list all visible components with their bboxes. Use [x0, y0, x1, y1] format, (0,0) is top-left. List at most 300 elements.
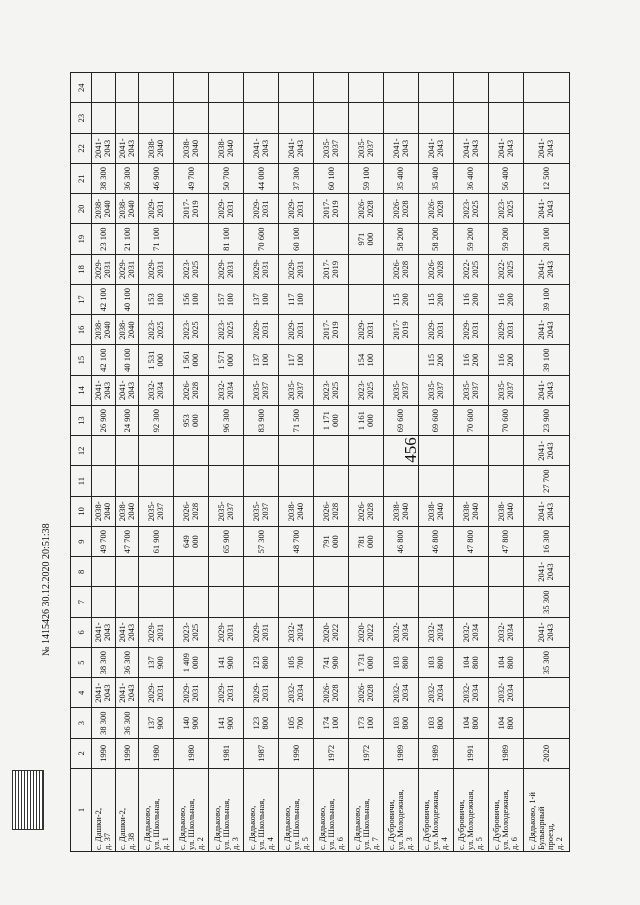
- column-header: 17: [71, 285, 92, 315]
- table-cell: 2026- 2028: [314, 496, 349, 526]
- table-cell: 47 800: [453, 527, 488, 557]
- table-cell: 2026- 2028: [418, 254, 453, 284]
- table-cell: [139, 587, 174, 617]
- table-cell: 1989: [383, 738, 418, 768]
- table-cell: 61 900: [139, 527, 174, 557]
- table-cell: 2029- 2031: [174, 678, 209, 708]
- table-cell: [453, 436, 488, 466]
- table-cell: 2035- 2037: [314, 133, 349, 163]
- table-cell: 2032- 2034: [139, 375, 174, 405]
- table-cell: 953 000: [174, 406, 209, 436]
- table-cell: 37 300: [279, 164, 314, 194]
- table-cell: 115 200: [418, 285, 453, 315]
- column-header: 24: [71, 73, 92, 104]
- table-cell: 59 200: [488, 224, 523, 254]
- table-cell: [383, 436, 418, 466]
- table-cell: 2022- 2025: [488, 254, 523, 284]
- table-cell: 1 571 000: [209, 345, 244, 375]
- column-header: 13: [71, 406, 92, 436]
- column-header: 6: [71, 617, 92, 647]
- table-cell: 2029- 2031: [279, 194, 314, 224]
- table-cell: 154 100: [349, 345, 384, 375]
- table-cell: 58 200: [418, 224, 453, 254]
- table-cell: [314, 587, 349, 617]
- table-cell: 40 100: [115, 345, 139, 375]
- table-cell: 103 800: [418, 648, 453, 678]
- table-cell: 2041- 2043: [523, 436, 569, 466]
- table-cell: 38 300: [92, 708, 116, 738]
- table-cell: 12 500: [523, 164, 569, 194]
- table-cell: [523, 73, 569, 104]
- table-cell: [174, 587, 209, 617]
- table-cell: 71 500: [279, 406, 314, 436]
- table-cell: [314, 285, 349, 315]
- table-cell: 781 000: [349, 527, 384, 557]
- table-cell: 44 000: [244, 164, 279, 194]
- table-cell: 48 700: [279, 527, 314, 557]
- table-cell: 2041- 2043: [115, 617, 139, 647]
- table-cell: 2029- 2031: [209, 617, 244, 647]
- table-cell: 2041- 2043: [523, 617, 569, 647]
- table-cell: 24 900: [115, 406, 139, 436]
- table-cell: 70 600: [488, 406, 523, 436]
- table-cell: [115, 73, 139, 104]
- table-cell: [139, 436, 174, 466]
- table-cell: 137 900: [139, 708, 174, 738]
- table-cell: [488, 557, 523, 587]
- column-header: 23: [71, 103, 92, 133]
- table-cell: 2029- 2031: [139, 254, 174, 284]
- table-cell: 2032- 2034: [209, 375, 244, 405]
- table-cell: 2029- 2031: [92, 254, 116, 284]
- table-cell: [174, 557, 209, 587]
- table-cell: 2023- 2025: [349, 375, 384, 405]
- table-cell: 2020- 2022: [314, 617, 349, 647]
- table-cell: 38 300: [92, 164, 116, 194]
- table-cell: 116 200: [488, 285, 523, 315]
- table-cell: [488, 466, 523, 496]
- table-cell: 116 200: [488, 345, 523, 375]
- table-cell: 2041- 2043: [92, 375, 116, 405]
- table-header-row: [71, 73, 92, 852]
- table-cell: 2032- 2034: [488, 678, 523, 708]
- table-cell: [115, 466, 139, 496]
- table-cell: [418, 73, 453, 104]
- table-cell: 35 400: [418, 164, 453, 194]
- table-cell: 2026- 2028: [383, 254, 418, 284]
- table-cell: 49 700: [174, 164, 209, 194]
- table-cell: 791 000: [314, 527, 349, 557]
- column-header: 16: [71, 315, 92, 345]
- table-cell: 2032- 2034: [418, 678, 453, 708]
- table-cell: 35 300: [523, 587, 569, 617]
- table-cell: 2038- 2040: [488, 496, 523, 526]
- table-cell: [115, 103, 139, 133]
- table-cell: 2032- 2034: [418, 617, 453, 647]
- table-cell: 2035- 2037: [349, 133, 384, 163]
- table-cell: [244, 436, 279, 466]
- table-cell: 83 900: [244, 406, 279, 436]
- table-cell: 96 300: [209, 406, 244, 436]
- table-cell: [383, 587, 418, 617]
- table-cell: [209, 73, 244, 104]
- table-cell: 56 400: [488, 164, 523, 194]
- table-cell: 104 800: [488, 648, 523, 678]
- table-row: [523, 73, 569, 852]
- table-cell: [279, 557, 314, 587]
- column-header: 2: [71, 738, 92, 768]
- table-cell: 2038- 2040: [279, 496, 314, 526]
- table-cell: [314, 224, 349, 254]
- table-cell: 2029- 2031: [453, 315, 488, 345]
- table-row: [349, 73, 384, 852]
- table-cell: [349, 103, 384, 133]
- table-cell: 2026- 2028: [314, 678, 349, 708]
- table-cell: 27 700: [523, 466, 569, 496]
- table-cell: 23 900: [523, 406, 569, 436]
- column-header: 12: [71, 436, 92, 466]
- table-cell: [488, 436, 523, 466]
- table-cell: 39 100: [523, 345, 569, 375]
- table-cell: 173 100: [349, 708, 384, 738]
- table-cell: 2035- 2037: [418, 375, 453, 405]
- table-cell: 2017- 2019: [314, 254, 349, 284]
- table-cell: [209, 466, 244, 496]
- table-cell: 2023- 2025: [453, 194, 488, 224]
- table-cell: 2041- 2043: [523, 194, 569, 224]
- table-cell: 1972: [314, 738, 349, 768]
- table-row: [115, 73, 139, 852]
- table-cell: 2023- 2025: [488, 194, 523, 224]
- table-cell: 140 900: [174, 708, 209, 738]
- table-cell: [279, 103, 314, 133]
- table-cell: [349, 557, 384, 587]
- table-cell: 69 600: [418, 406, 453, 436]
- table-cell: 70 600: [453, 406, 488, 436]
- column-header: 14: [71, 375, 92, 405]
- rotated-table-container: [70, 72, 570, 852]
- table-row: [488, 73, 523, 852]
- table-cell: 1972: [349, 738, 384, 768]
- table-cell: [418, 103, 453, 133]
- table-cell: 2038- 2040: [174, 133, 209, 163]
- table-cell: 36 300: [115, 164, 139, 194]
- table-cell: 1989: [418, 738, 453, 768]
- column-header: 18: [71, 254, 92, 284]
- address-cell: с. Дубровичи, ул. Молодежная, д. 6: [488, 769, 523, 852]
- table-cell: [349, 73, 384, 104]
- table-cell: 157 100: [209, 285, 244, 315]
- data-table: [70, 72, 570, 852]
- table-cell: 2038- 2040: [383, 496, 418, 526]
- table-cell: 23 100: [92, 224, 116, 254]
- table-cell: 2029- 2031: [244, 194, 279, 224]
- table-cell: [92, 103, 116, 133]
- table-cell: 137 100: [244, 345, 279, 375]
- table-cell: 2041- 2043: [115, 375, 139, 405]
- table-cell: 2041- 2043: [523, 557, 569, 587]
- table-cell: [174, 224, 209, 254]
- table-cell: [349, 587, 384, 617]
- column-header: 19: [71, 224, 92, 254]
- table-row: [383, 73, 418, 852]
- column-header: 1: [71, 769, 92, 852]
- table-cell: 1990: [92, 738, 116, 768]
- table-cell: [174, 73, 209, 104]
- table-cell: 104 800: [488, 708, 523, 738]
- column-header: 7: [71, 587, 92, 617]
- table-cell: 117 100: [279, 285, 314, 315]
- table-cell: 1 409 000: [174, 648, 209, 678]
- table-cell: [383, 103, 418, 133]
- address-cell: с. Дядьково, ул. Школьная, д. 1: [139, 769, 174, 852]
- table-cell: 123 800: [244, 648, 279, 678]
- table-row: [92, 73, 116, 852]
- table-cell: 105 700: [279, 708, 314, 738]
- address-cell: с. Дубровичи, ул. Молодежная, д. 3: [383, 769, 418, 852]
- table-cell: 2029- 2031: [209, 678, 244, 708]
- table-cell: 2041- 2043: [92, 617, 116, 647]
- table-cell: 2038- 2040: [418, 496, 453, 526]
- table-cell: [453, 466, 488, 496]
- column-header: 15: [71, 345, 92, 375]
- table-cell: 2029- 2031: [279, 315, 314, 345]
- table-cell: [174, 466, 209, 496]
- table-cell: [314, 436, 349, 466]
- column-header: 21: [71, 164, 92, 194]
- table-cell: 1 561 000: [174, 345, 209, 375]
- table-cell: [115, 557, 139, 587]
- table-cell: 1990: [115, 738, 139, 768]
- table-cell: 65 900: [209, 527, 244, 557]
- table-cell: 137 100: [244, 285, 279, 315]
- address-cell: с. Дядьково, ул. Школьная, д. 5: [279, 769, 314, 852]
- table-cell: 156 100: [174, 285, 209, 315]
- table-cell: 2038- 2040: [92, 496, 116, 526]
- table-cell: [314, 557, 349, 587]
- table-cell: 50 700: [209, 164, 244, 194]
- table-cell: [92, 466, 116, 496]
- table-cell: 2041- 2043: [523, 375, 569, 405]
- table-cell: 2026- 2028: [349, 194, 384, 224]
- table-cell: 115 200: [383, 285, 418, 315]
- table-cell: 2032- 2034: [453, 617, 488, 647]
- address-cell: с. Дядьково, ул. Школьная, д. 4: [244, 769, 279, 852]
- column-header: 8: [71, 557, 92, 587]
- table-cell: [174, 436, 209, 466]
- table-cell: 116 200: [453, 285, 488, 315]
- table-cell: [209, 557, 244, 587]
- table-cell: [244, 466, 279, 496]
- table-cell: 2026- 2028: [174, 375, 209, 405]
- column-header: 20: [71, 194, 92, 224]
- table-cell: 2029- 2031: [279, 254, 314, 284]
- address-cell: с. Дядьково, ул. Школьная, д. 6: [314, 769, 349, 852]
- table-cell: 2041- 2043: [115, 133, 139, 163]
- table-cell: 2038- 2040: [139, 133, 174, 163]
- table-cell: [488, 103, 523, 133]
- table-row: [174, 73, 209, 852]
- table-row: [453, 73, 488, 852]
- table-cell: 2029- 2031: [349, 315, 384, 345]
- document-footer: № 1415426 30.12.2020 20:51:38: [41, 523, 52, 656]
- table-cell: [139, 466, 174, 496]
- table-cell: 92 300: [139, 406, 174, 436]
- table-cell: 2029- 2031: [115, 254, 139, 284]
- table-cell: 39 100: [523, 285, 569, 315]
- address-cell: с. Дубровичи, ул. Молодежная, д. 4: [418, 769, 453, 852]
- table-cell: [115, 436, 139, 466]
- table-cell: 2041- 2043: [523, 496, 569, 526]
- barcode-stamp: [12, 770, 44, 830]
- table-cell: [349, 436, 384, 466]
- table-cell: 2038- 2040: [115, 496, 139, 526]
- table-cell: 26 900: [92, 406, 116, 436]
- address-cell: с. Дашки-2, д. 38: [115, 769, 139, 852]
- table-cell: [92, 557, 116, 587]
- table-cell: 2041- 2043: [383, 133, 418, 163]
- table-cell: [453, 73, 488, 104]
- table-cell: 123 800: [244, 708, 279, 738]
- table-cell: 649 000: [174, 527, 209, 557]
- table-cell: 2038- 2040: [115, 194, 139, 224]
- table-cell: [523, 103, 569, 133]
- table-cell: 36 400: [453, 164, 488, 194]
- table-cell: [244, 587, 279, 617]
- table-cell: 2032- 2034: [453, 678, 488, 708]
- table-cell: [383, 557, 418, 587]
- table-cell: 2035- 2037: [244, 375, 279, 405]
- table-cell: [139, 73, 174, 104]
- table-cell: 116 200: [453, 345, 488, 375]
- table-cell: 2029- 2031: [139, 617, 174, 647]
- table-cell: 2038- 2040: [92, 315, 116, 345]
- table-cell: [314, 345, 349, 375]
- table-cell: [418, 587, 453, 617]
- table-cell: 1991: [453, 738, 488, 768]
- table-cell: 2038- 2040: [453, 496, 488, 526]
- table-cell: 58 200: [383, 224, 418, 254]
- table-cell: 2038- 2040: [115, 315, 139, 345]
- address-cell: с. Дашки-2, д. 37: [92, 769, 116, 852]
- table-cell: 2041- 2043: [523, 254, 569, 284]
- table-cell: 2020- 2022: [349, 617, 384, 647]
- table-cell: 2023- 2025: [174, 254, 209, 284]
- table-cell: 2029- 2031: [488, 315, 523, 345]
- address-cell: с. Дядьково, ул. Школьная, д. 7: [349, 769, 384, 852]
- table-cell: [209, 103, 244, 133]
- table-cell: 59 200: [453, 224, 488, 254]
- table-cell: 103 800: [418, 708, 453, 738]
- table-cell: 2041- 2043: [523, 315, 569, 345]
- table-cell: 2041- 2043: [92, 133, 116, 163]
- table-cell: 35 300: [523, 648, 569, 678]
- table-cell: [453, 587, 488, 617]
- table-cell: 2029- 2031: [209, 254, 244, 284]
- table-cell: 2032- 2034: [279, 617, 314, 647]
- table-cell: 1990: [279, 738, 314, 768]
- table-cell: 2029- 2031: [209, 194, 244, 224]
- table-cell: 81 100: [209, 224, 244, 254]
- table-cell: [92, 436, 116, 466]
- table-cell: 2041- 2043: [115, 678, 139, 708]
- table-cell: 1 531 000: [139, 345, 174, 375]
- table-row: [244, 73, 279, 852]
- column-header: 4: [71, 678, 92, 708]
- table-cell: 46 800: [418, 527, 453, 557]
- table-cell: 2032- 2034: [383, 678, 418, 708]
- table-cell: [279, 436, 314, 466]
- table-cell: 2026- 2028: [174, 496, 209, 526]
- table-cell: 153 100: [139, 285, 174, 315]
- table-cell: [383, 345, 418, 375]
- table-cell: 137 900: [139, 648, 174, 678]
- table-cell: 103 800: [383, 708, 418, 738]
- table-cell: 47 700: [115, 527, 139, 557]
- table-cell: 2041- 2043: [418, 133, 453, 163]
- table-cell: [349, 285, 384, 315]
- table-cell: [383, 466, 418, 496]
- table-cell: 40 100: [115, 285, 139, 315]
- table-cell: 115 200: [418, 345, 453, 375]
- table-cell: [139, 103, 174, 133]
- table-cell: 2035- 2037: [139, 496, 174, 526]
- table-cell: 741 900: [314, 648, 349, 678]
- table-cell: [279, 466, 314, 496]
- table-cell: 70 600: [244, 224, 279, 254]
- table-cell: 2041- 2043: [453, 133, 488, 163]
- table-cell: 36 300: [115, 648, 139, 678]
- column-header: 9: [71, 527, 92, 557]
- table-cell: 2020: [523, 738, 569, 768]
- table-cell: [349, 254, 384, 284]
- table-row: [314, 73, 349, 852]
- table-cell: 2041- 2043: [279, 133, 314, 163]
- table-cell: 2038- 2040: [209, 133, 244, 163]
- table-cell: 2035- 2037: [209, 496, 244, 526]
- table-cell: 1980: [139, 738, 174, 768]
- table-cell: 2029- 2031: [244, 617, 279, 647]
- table-cell: 46 900: [139, 164, 174, 194]
- table-row: [139, 73, 174, 852]
- table-cell: [453, 103, 488, 133]
- table-cell: 2041- 2043: [523, 133, 569, 163]
- table-cell: 36 300: [115, 708, 139, 738]
- table-cell: 1 171 000: [314, 406, 349, 436]
- table-cell: [488, 587, 523, 617]
- table-cell: 104 800: [453, 708, 488, 738]
- address-cell: с. Дядьково, 1-й Бульварный проезд, д. 2: [523, 769, 569, 852]
- table-cell: 2032- 2034: [383, 617, 418, 647]
- table-cell: 2023- 2025: [139, 315, 174, 345]
- column-header: 5: [71, 648, 92, 678]
- table-cell: 2023- 2025: [174, 315, 209, 345]
- table-cell: 60 100: [314, 164, 349, 194]
- table-cell: [314, 103, 349, 133]
- table-cell: 2041- 2043: [92, 678, 116, 708]
- table-cell: 21 100: [115, 224, 139, 254]
- table-cell: [244, 557, 279, 587]
- table-cell: 2035- 2037: [383, 375, 418, 405]
- table-cell: [418, 436, 453, 466]
- table-cell: 47 800: [488, 527, 523, 557]
- table-cell: [139, 557, 174, 587]
- table-cell: 117 100: [279, 345, 314, 375]
- table-cell: 46 800: [383, 527, 418, 557]
- table-cell: 2026- 2028: [349, 678, 384, 708]
- table-cell: 2035- 2037: [279, 375, 314, 405]
- table-row: [209, 73, 244, 852]
